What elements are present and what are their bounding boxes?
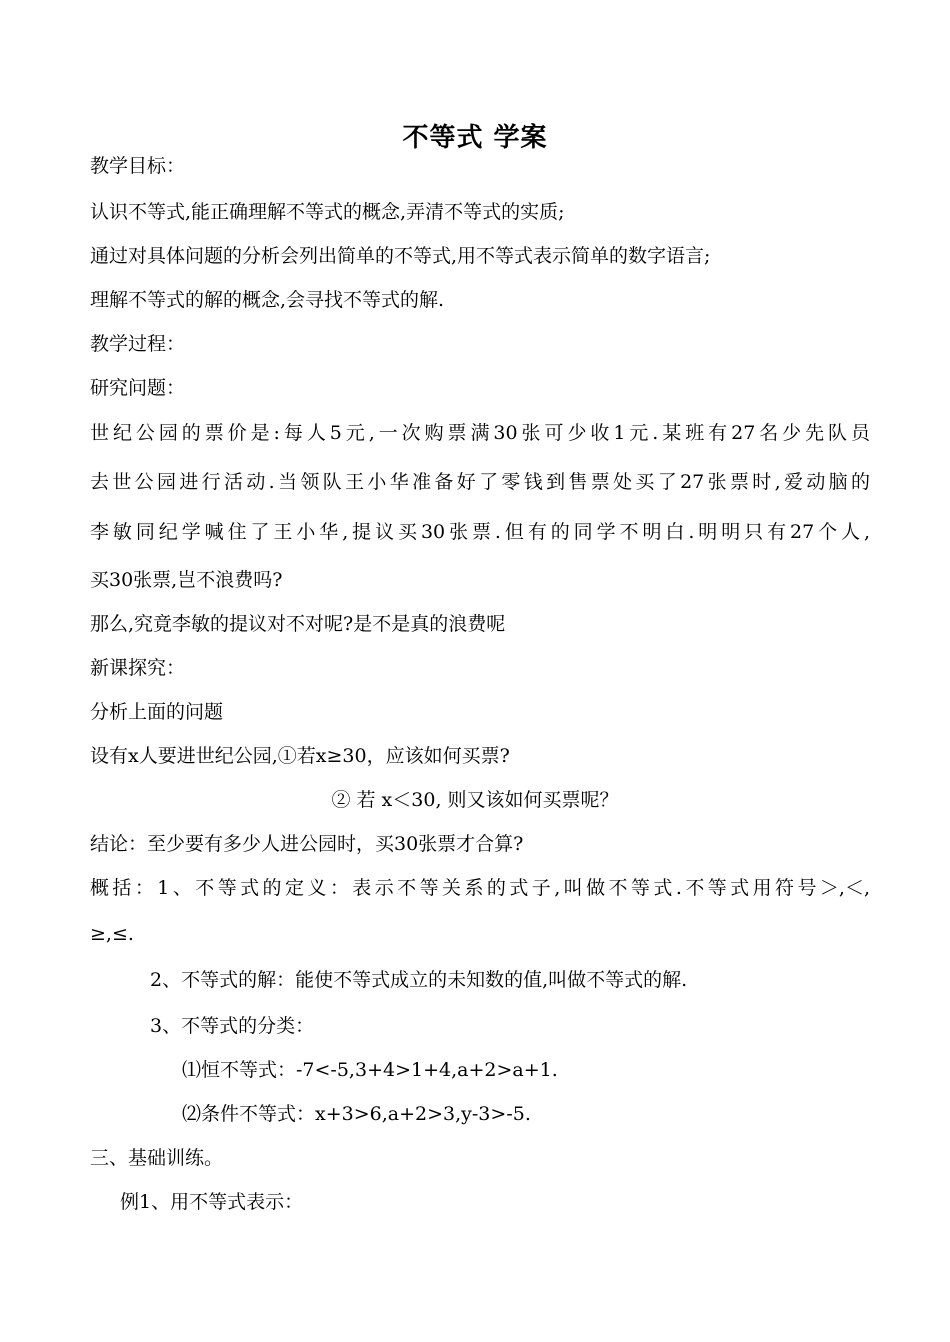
case-two-line: ② 若 x＜30, 则又该如何买票呢？ [331, 789, 619, 811]
summary-solution-line: 2、不等式的解：能使不等式成立的未知数的值,叫做不等式的解. [150, 969, 688, 991]
problem-question: 那么,究竟李敏的提议对不对呢?是不是真的浪费呢 [90, 613, 506, 635]
section-heading-problem: 研究问题： [90, 377, 186, 399]
section-heading-new-lesson: 新课探究： [90, 657, 186, 679]
document-title: 不等式 学案 [402, 123, 548, 153]
example-1-line: 例1、用不等式表示： [120, 1191, 304, 1213]
summary-definition-line: 概括：1、不等式的定义：表示不等关系的式子,叫做不等式.不等式用符号＞,＜, [90, 877, 870, 899]
problem-paragraph-line-3: 李敏同纪学喊住了王小华,提议买30张票.但有的同学不明白.明明只有27个人, [90, 521, 870, 543]
summary-definition-symbols: ≥,≤. [90, 923, 134, 945]
objective-line-2: 通过对具体问题的分析会列出简单的不等式,用不等式表示简单的数字语言; [90, 245, 711, 267]
objective-line-1: 认识不等式,能正确理解不等式的概念,弄清不等式的实质; [90, 201, 565, 223]
classification-item-2: ⑵条件不等式：x+3>6,a+2>3,y-3>-5. [182, 1103, 531, 1125]
classification-item-1: ⑴恒不等式：-7<-5,3+4>1+4,a+2>a+1. [182, 1059, 558, 1081]
case-one-line: 设有x人要进世纪公园,①若x≥30，应该如何买票? [90, 745, 510, 767]
section-heading-basic-training: 三、基础训练。 [90, 1147, 224, 1169]
problem-paragraph-line-2: 去世公园进行活动.当领队王小华准备好了零钱到售票处买了27张票时,爱动脑的 [90, 471, 870, 493]
objective-line-3: 理解不等式的解的概念,会寻找不等式的解. [90, 289, 445, 311]
problem-paragraph-line-4: 买30张票,岂不浪费吗? [90, 569, 283, 591]
section-heading-process: 教学过程： [90, 333, 186, 355]
analysis-line: 分析上面的问题 [90, 701, 224, 723]
problem-paragraph-line-1: 世纪公园的票价是:每人5元,一次购票满30张可少收1元.某班有27名少先队员 [90, 422, 870, 444]
summary-classification-heading: 3、不等式的分类： [150, 1015, 315, 1037]
conclusion-line: 结论：至少要有多少人进公园时，买30张票才合算? [90, 833, 524, 855]
section-heading-objectives: 教学目标： [90, 155, 186, 177]
